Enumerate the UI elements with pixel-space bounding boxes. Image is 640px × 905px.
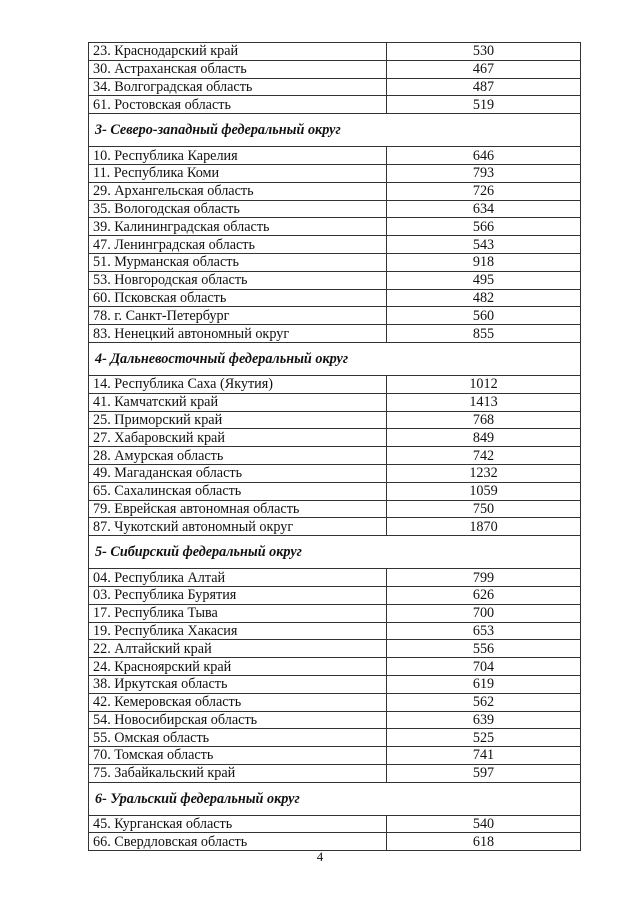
region-name-cell: 27. Хабаровский край xyxy=(89,429,387,447)
table-row xyxy=(89,464,581,482)
region-name-cell: 23. Краснодарский край xyxy=(89,43,387,61)
region-value-cell: 556 xyxy=(387,640,581,658)
table-row xyxy=(89,200,581,218)
region-value-cell: 1059 xyxy=(387,482,581,500)
table-row xyxy=(89,182,581,200)
region-name-cell: 41. Камчатский край xyxy=(89,393,387,411)
table-row xyxy=(89,307,581,325)
region-name-cell: 39. Калининградская область xyxy=(89,218,387,236)
table-row xyxy=(89,569,581,587)
region-value-cell: 619 xyxy=(387,675,581,693)
region-value-cell: 750 xyxy=(387,500,581,518)
table-row xyxy=(89,500,581,518)
region-value-cell: 799 xyxy=(387,569,581,587)
region-name-cell: 55. Омская область xyxy=(89,729,387,747)
table-row xyxy=(89,218,581,236)
region-name-cell: 75. Забайкальский край xyxy=(89,764,387,782)
region-value-cell: 519 xyxy=(387,96,581,114)
section-title: 3- Северо-западный федеральный округ xyxy=(89,114,581,147)
table-row xyxy=(89,729,581,747)
region-value-cell: 768 xyxy=(387,411,581,429)
table-row xyxy=(89,815,581,833)
region-name-cell: 66. Свердловская область xyxy=(89,833,387,851)
region-name-cell: 42. Кемеровская область xyxy=(89,693,387,711)
table-row xyxy=(89,289,581,307)
table-row xyxy=(89,271,581,289)
table-row xyxy=(89,640,581,658)
table-row xyxy=(89,711,581,729)
region-name-cell: 19. Республика Хакасия xyxy=(89,622,387,640)
region-value-cell: 653 xyxy=(387,622,581,640)
region-name-cell: 87. Чукотский автономный округ xyxy=(89,518,387,536)
region-value-cell: 646 xyxy=(387,147,581,165)
region-value-cell: 566 xyxy=(387,218,581,236)
region-value-cell: 543 xyxy=(387,236,581,254)
region-name-cell: 51. Мурманская область xyxy=(89,253,387,271)
region-name-cell: 78. г. Санкт-Петербург xyxy=(89,307,387,325)
region-name-cell: 53. Новгородская область xyxy=(89,271,387,289)
region-name-cell: 54. Новосибирская область xyxy=(89,711,387,729)
region-value-cell: 700 xyxy=(387,604,581,622)
section-title: 5- Сибирский федеральный округ xyxy=(89,536,581,569)
region-name-cell: 04. Республика Алтай xyxy=(89,569,387,587)
region-value-cell: 562 xyxy=(387,693,581,711)
table-row xyxy=(89,325,581,343)
region-value-cell: 741 xyxy=(387,747,581,765)
region-value-cell: 704 xyxy=(387,658,581,676)
region-value-cell: 525 xyxy=(387,729,581,747)
region-name-cell: 24. Красноярский край xyxy=(89,658,387,676)
region-name-cell: 22. Алтайский край xyxy=(89,640,387,658)
table-row xyxy=(89,658,581,676)
region-value-cell: 530 xyxy=(387,43,581,61)
region-value-cell: 793 xyxy=(387,164,581,182)
section-header-row xyxy=(89,342,581,375)
section-header-row xyxy=(89,536,581,569)
region-value-cell: 626 xyxy=(387,586,581,604)
region-value-cell: 855 xyxy=(387,325,581,343)
region-value-cell: 487 xyxy=(387,78,581,96)
regions-table xyxy=(88,42,581,851)
region-name-cell: 38. Иркутская область xyxy=(89,675,387,693)
table-row xyxy=(89,96,581,114)
region-value-cell: 1870 xyxy=(387,518,581,536)
table-row xyxy=(89,411,581,429)
region-value-cell: 1232 xyxy=(387,464,581,482)
section-title: 4- Дальневосточный федеральный округ xyxy=(89,342,581,375)
region-value-cell: 849 xyxy=(387,429,581,447)
region-name-cell: 28. Амурская область xyxy=(89,447,387,465)
region-name-cell: 65. Сахалинская область xyxy=(89,482,387,500)
table-row xyxy=(89,447,581,465)
page-number: 4 xyxy=(316,849,324,864)
table-row xyxy=(89,164,581,182)
region-name-cell: 10. Республика Карелия xyxy=(89,147,387,165)
section-header-row xyxy=(89,782,581,815)
table-row xyxy=(89,482,581,500)
section-header-row xyxy=(89,114,581,147)
table-row xyxy=(89,693,581,711)
region-value-cell: 597 xyxy=(387,764,581,782)
table-row xyxy=(89,236,581,254)
regions-table-body xyxy=(89,43,581,851)
region-name-cell: 29. Архангельская область xyxy=(89,182,387,200)
region-name-cell: 03. Республика Бурятия xyxy=(89,586,387,604)
region-name-cell: 79. Еврейская автономная область xyxy=(89,500,387,518)
region-name-cell: 45. Курганская область xyxy=(89,815,387,833)
region-value-cell: 726 xyxy=(387,182,581,200)
region-name-cell: 60. Псковская область xyxy=(89,289,387,307)
region-value-cell: 742 xyxy=(387,447,581,465)
table-row xyxy=(89,78,581,96)
table-row xyxy=(89,586,581,604)
table-row xyxy=(89,604,581,622)
region-name-cell: 30. Астраханская область xyxy=(89,60,387,78)
region-name-cell: 70. Томская область xyxy=(89,747,387,765)
region-value-cell: 639 xyxy=(387,711,581,729)
region-value-cell: 560 xyxy=(387,307,581,325)
section-title: 6- Уральский федеральный округ xyxy=(89,782,581,815)
table-row xyxy=(89,622,581,640)
region-value-cell: 495 xyxy=(387,271,581,289)
region-name-cell: 47. Ленинградская область xyxy=(89,236,387,254)
table-row xyxy=(89,764,581,782)
table-row xyxy=(89,253,581,271)
region-name-cell: 17. Республика Тыва xyxy=(89,604,387,622)
table-row xyxy=(89,43,581,61)
table-row xyxy=(89,375,581,393)
region-name-cell: 14. Республика Саха (Якутия) xyxy=(89,375,387,393)
table-row xyxy=(89,147,581,165)
region-value-cell: 540 xyxy=(387,815,581,833)
table-row xyxy=(89,518,581,536)
region-value-cell: 482 xyxy=(387,289,581,307)
region-value-cell: 1413 xyxy=(387,393,581,411)
region-name-cell: 25. Приморский край xyxy=(89,411,387,429)
table-row xyxy=(89,675,581,693)
table-row xyxy=(89,60,581,78)
table-row xyxy=(89,747,581,765)
table-row xyxy=(89,429,581,447)
region-value-cell: 634 xyxy=(387,200,581,218)
region-name-cell: 34. Волгоградская область xyxy=(89,78,387,96)
region-value-cell: 467 xyxy=(387,60,581,78)
region-name-cell: 83. Ненецкий автономный округ xyxy=(89,325,387,343)
region-value-cell: 918 xyxy=(387,253,581,271)
region-name-cell: 11. Республика Коми xyxy=(89,164,387,182)
table-row xyxy=(89,393,581,411)
region-name-cell: 35. Вологодская область xyxy=(89,200,387,218)
region-value-cell: 618 xyxy=(387,833,581,851)
region-value-cell: 1012 xyxy=(387,375,581,393)
region-name-cell: 61. Ростовская область xyxy=(89,96,387,114)
region-name-cell: 49. Магаданская область xyxy=(89,464,387,482)
